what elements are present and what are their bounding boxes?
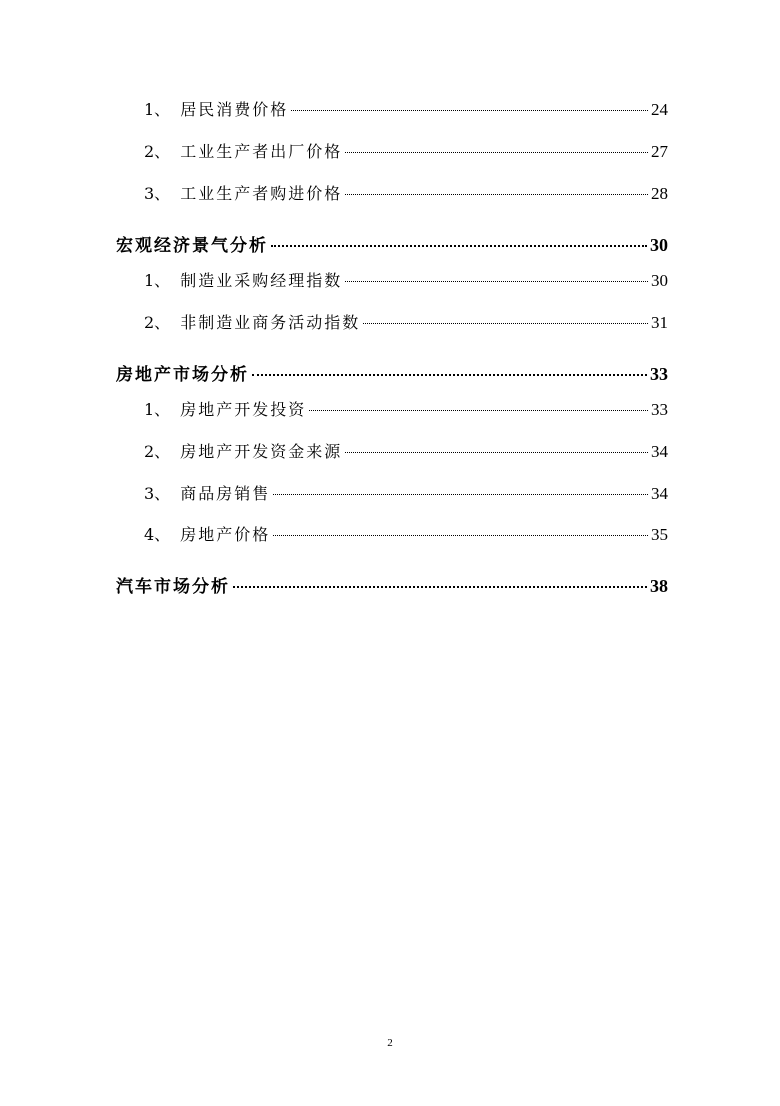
toc-entry-consumer-price[interactable] (144, 98, 668, 122)
toc-section-title: 房地产市场分析 (116, 365, 249, 385)
toc-entry-page: 28 (651, 184, 668, 203)
toc-entry-housing-sales[interactable] (144, 482, 668, 506)
toc-entry-number: 2、 (144, 442, 171, 461)
toc-entry-page: 24 (651, 100, 668, 119)
toc-entry-page: 35 (651, 525, 668, 544)
toc-entry-title: 工业生产者购进价格 (180, 184, 343, 203)
dot-leader (345, 152, 648, 153)
toc-entry-non-manufacturing-index[interactable] (144, 311, 668, 335)
dot-leader (363, 323, 648, 324)
toc-entry-number: 4、 (144, 525, 171, 544)
toc-section-auto-market[interactable] (116, 574, 668, 598)
toc-entry-page: 34 (651, 484, 668, 503)
toc-entry-title: 房地产开发资金来源 (180, 442, 343, 461)
toc-section-page: 30 (650, 235, 668, 255)
toc-entry-page: 30 (651, 271, 668, 290)
dot-leader (291, 110, 648, 111)
toc-entry-page: 31 (651, 313, 668, 332)
toc-entry-number: 2、 (144, 142, 171, 161)
toc-entry-manufacturing-pmi[interactable] (144, 269, 668, 293)
toc-section-real-estate[interactable] (116, 362, 668, 386)
toc-entry-real-estate-investment[interactable] (144, 398, 668, 422)
toc-entry-title: 工业生产者出厂价格 (180, 142, 343, 161)
toc-entry-title: 非制造业商务活动指数 (180, 313, 361, 332)
toc-entry-page: 33 (651, 400, 668, 419)
dot-leader (252, 374, 647, 376)
toc-entry-page: 34 (651, 442, 668, 461)
toc-entry-title: 房地产开发投资 (180, 400, 307, 419)
dot-leader (345, 194, 648, 195)
toc-entry-page: 27 (651, 142, 668, 161)
toc-entry-real-estate-price[interactable] (144, 523, 668, 547)
dot-leader (273, 494, 648, 495)
toc-entry-number: 1、 (144, 100, 171, 119)
toc-entry-number: 3、 (144, 184, 171, 203)
dot-leader (233, 586, 647, 588)
toc-section-title: 宏观经济景气分析 (116, 236, 268, 256)
toc-entry-number: 1、 (144, 400, 171, 419)
toc-entry-number: 1、 (144, 271, 171, 290)
toc-entry-producer-purchase-price[interactable] (144, 182, 668, 206)
dot-leader (309, 410, 648, 411)
toc-entry-title: 居民消费价格 (180, 100, 289, 119)
dot-leader (345, 452, 648, 453)
toc-section-page: 38 (650, 576, 668, 596)
toc-entry-number: 3、 (144, 484, 171, 503)
toc-section-macro-economy[interactable] (116, 233, 668, 257)
toc-entry-producer-output-price[interactable] (144, 140, 668, 164)
dot-leader (345, 281, 648, 282)
dot-leader (271, 245, 647, 247)
toc-entry-number: 2、 (144, 313, 171, 332)
page-number: 2 (387, 1037, 393, 1049)
toc-entry-real-estate-funding[interactable] (144, 440, 668, 464)
toc-section-page: 33 (650, 364, 668, 384)
toc-entry-title: 制造业采购经理指数 (180, 271, 343, 290)
toc-entry-title: 房地产价格 (180, 525, 271, 544)
toc-section-title: 汽车市场分析 (116, 577, 230, 597)
toc-entry-title: 商品房销售 (180, 484, 271, 503)
dot-leader (273, 535, 648, 536)
